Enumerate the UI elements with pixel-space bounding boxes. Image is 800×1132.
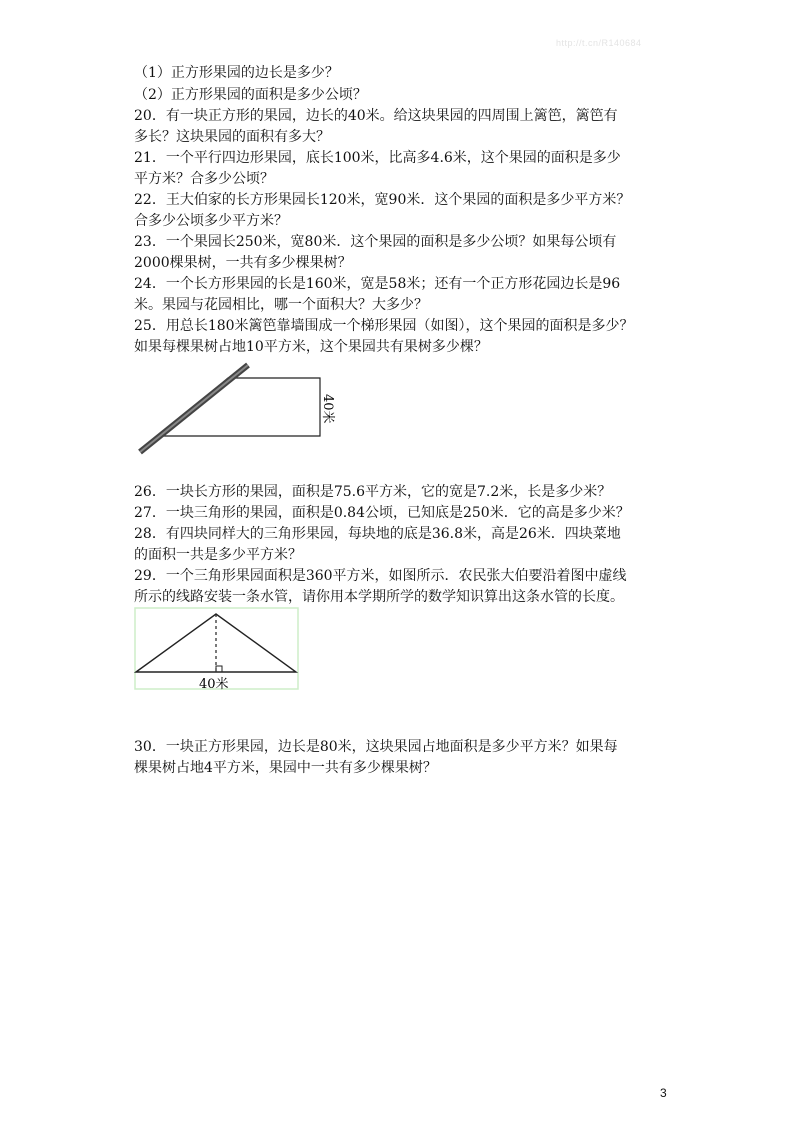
triangle-orchard-figure [132,604,302,692]
question-19-part-1: （1）正方形果园的边长是多少？ [134,65,339,81]
question-25-line-2: 如果每棵果树占地10平方米，这个果园共有果树多少棵？ [134,339,488,355]
question-24-line-2: 米。果园与花园相比，哪一个面积大？大多少？ [134,297,428,313]
question-27: 27．一块三角形的果园，面积是0.84公顷，已知底是250米．它的高是多少米？ [134,505,630,521]
page-number: 3 [660,1086,667,1100]
watermark-url: http://t.cn/R140684 [556,38,642,48]
question-22-line-1: 22．王大伯家的长方形果园长120米，宽90米．这个果园的面积是多少平方米？ [134,192,631,208]
question-30-line-2: 棵果树占地4平方米，果园中一共有多少棵果树？ [134,760,437,776]
triangle-base-label: 40米 [199,677,229,692]
trapezoid-orchard-figure [130,360,350,460]
question-21-line-2: 平方米？合多少公顷？ [134,171,274,187]
question-25-line-1: 25．用总长180米篱笆靠墙围成一个梯形果园（如图），这个果园的面积是多少？ [134,318,634,334]
right-angle-mark [216,666,222,672]
question-19-part-2: （2）正方形果园的面积是多少公顷？ [134,87,367,103]
question-26: 26．一块长方形的果园，面积是75.6平方米，它的宽是7.2米，长是多少米？ [134,484,612,500]
question-29-line-2: 所示的线路安装一条水管，请你用本学期所学的数学知识算出这条水管的长度。 [134,589,624,605]
question-24-line-1: 24．一个长方形果园的长是160米，宽是58米；还有一个正方形花园边长是96 [134,276,621,292]
question-30-line-1: 30．一块正方形果园，边长是80米，这块果园占地面积是多少平方米？如果每 [134,739,618,755]
wall-bar-highlight [140,365,248,452]
question-22-line-2: 合多少公顷多少平方米？ [134,213,288,229]
question-23-line-1: 23．一个果园长250米，宽80米．这个果园的面积是多少公顷？如果每公顷有 [134,234,617,250]
trapezoid-outline [160,378,320,436]
question-29-line-1: 29．一个三角形果园面积是360平方米，如图所示．农民张大伯要沿着图中虚线 [134,568,627,584]
question-23-line-2: 2000棵果树，一共有多少棵果树？ [134,255,352,271]
question-20-line-1: 20．有一块正方形的果园，边长的40米。给这块果园的四周围上篱笆，篱笆有 [134,108,618,124]
trapezoid-height-label: 40米 [320,394,335,424]
question-28-line-1: 28．有四块同样大的三角形果园，每块地的底是36.8米，高是26米．四块菜地 [134,526,621,542]
question-21-line-1: 21．一个平行四边形果园，底长100米，比高多4.6米，这个果园的面积是多少 [134,150,621,166]
question-20-line-2: 多长？这块果园的面积有多大？ [134,129,330,145]
question-28-line-2: 的面积一共是多少平方米？ [134,547,302,563]
